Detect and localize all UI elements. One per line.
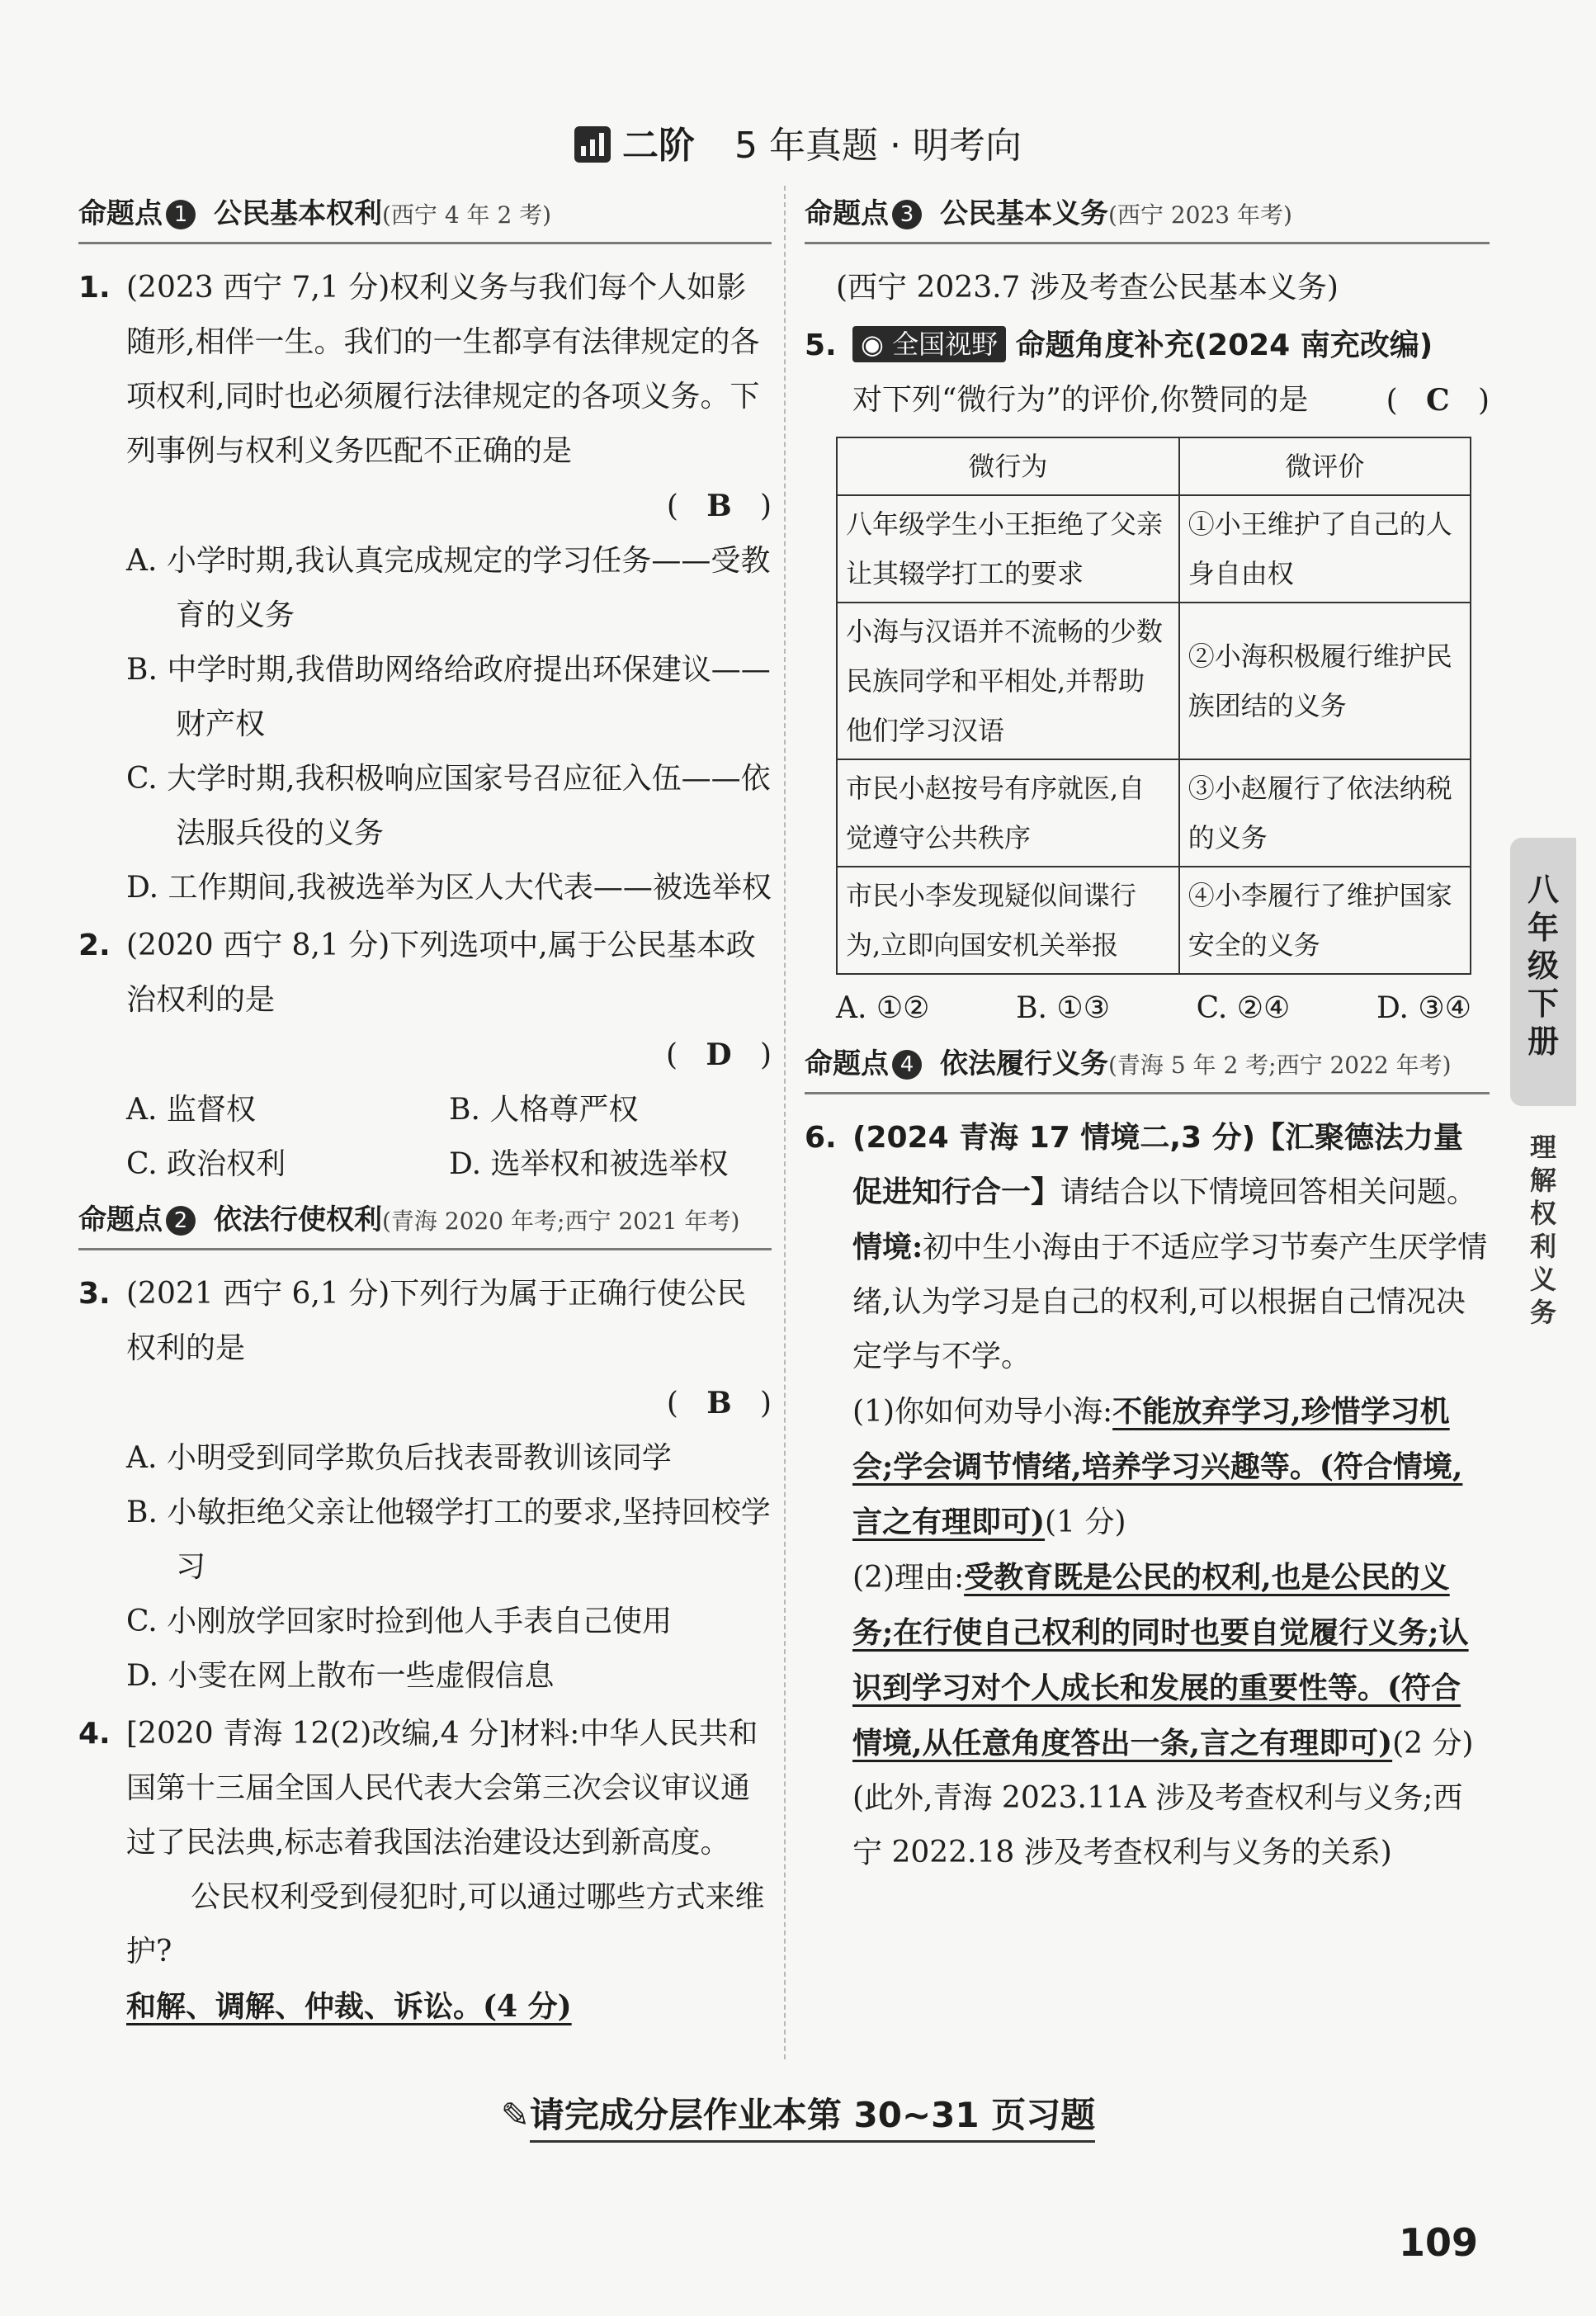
answer-bracket: ( C ) [1386, 383, 1490, 418]
question-stem: 对下列“微行为”的评价,你赞同的是 [852, 383, 1309, 417]
homework-reminder: ✎请完成分层作业本第 30~31 页习题 [0, 2088, 1596, 2138]
topic-heading-2: 命题点 2 依法行使权利(青海 2020 年考;西宁 2021 年考) [78, 1198, 772, 1250]
question-stem: (2020 西宁 8,1 分)下列选项中,属于公民基本政治权利的是 [126, 929, 756, 1017]
topic-number-badge: 3 [892, 200, 922, 229]
left-column [78, 186, 772, 2037]
answer-bracket: ( B ) [666, 489, 772, 523]
answer-text: 受教育既是公民的权利,也是公民的义务;在行使自己权利的同时也要自觉履行义务;认识到学习对个人成长和发展的重要性等。(符合情境,从任意角度答出一条,言之有理即可) [852, 1560, 1469, 1761]
option: C. 小刚放学回家时捡到他人手表自己使用 [126, 1605, 673, 1638]
topic-heading-3: 命题点 3 公民基本义务(西宁 2023 年考) [805, 192, 1490, 244]
question-3: 3. (2021 西宁 6,1 分)下列行为属于正确行使公民权利的是 ( B ) A. 小明受到同学欺负后找表哥教训该同学 B. 小敏拒绝父亲让他辍学打工的要求,坚持回校学习 C. 小刚放学回家时捡到他人手表自己使用 D. 小雯在网上散布一些虚假信息 [78, 1267, 772, 1704]
question-stem: (2023 西宁 7,1 分)权利义务与我们每个人如影随形,相伴一生。我们的一生都享有法律规定的各项权利,同时也必须履行法律规定的各项义务。下列事例与权利义务匹配不正确的是 [126, 271, 760, 468]
question-stem: [2020 青海 12(2)改编,4 分]材料:中华人民共和国第十三届全国人民代表大会第三次会议审议通过了民法典,标志着我国法治建设达到新高度。 [126, 1717, 758, 1860]
topic-heading-4: 命题点 4 依法履行义务(青海 5 年 2 考;西宁 2022 年考) [805, 1042, 1490, 1094]
question-1: 1. (2023 西宁 7,1 分)权利义务与我们每个人如影随形,相伴一生。我们的一生都享有法律规定的各项权利,同时也必须履行法律规定的各项义务。下列事例与权利义务匹配不正确的是 ( B ) A. 小学时期,我认真完成规定的学习任务——受教育的义务 B. 中学时期,我借助网络给政府提出环保建议——财产权 C. 大学时期,我积极响应国家号召应征入伍——依法服兵役的义务 D. 工作期间,我被选举为区人大代表——被选举权 [78, 261, 772, 915]
national-view-badge: ◉ 全国视野 [852, 326, 1006, 362]
pencil-icon: ✎ [500, 2095, 530, 2135]
answer-choice: B [706, 489, 732, 523]
option: C. 大学时期,我积极响应国家号召应征入伍——依法服兵役的义务 [126, 762, 771, 850]
sub-question-1: (1)你如何劝导小海:不能放弃学习,珍惜学习机会;学会调节情绪,培养学习兴趣等。(符合情境,言之有理即可)(1 分) [852, 1394, 1463, 1539]
table-cell: 市民小李发现疑似间谍行为,立即向国安机关举报 [837, 867, 1179, 974]
option: B. ①③ [1016, 991, 1110, 1025]
option: A. 小学时期,我认真完成规定的学习任务——受教育的义务 [126, 544, 771, 632]
option: C. 政治权利 [126, 1147, 286, 1181]
page-number: 109 [1399, 2220, 1479, 2265]
column-header: 微评价 [1179, 437, 1471, 495]
table-cell: ④小李履行了维护国家安全的义务 [1179, 867, 1471, 974]
table-row [837, 759, 1471, 867]
option: B. 小敏拒绝父亲让他辍学打工的要求,坚持回校学习 [126, 1496, 771, 1584]
table-row [837, 867, 1471, 974]
bar-chart-icon [574, 126, 611, 163]
table-cell: 市民小赵按号有序就医,自觉遵守公共秩序 [837, 759, 1179, 867]
table-row [837, 495, 1471, 603]
behavior-table [836, 437, 1471, 975]
q5-options [805, 981, 1471, 1036]
scenario: 情境:初中生小海由于不适应学习节奏产生厌学情绪,认为学习是自己的权利,可以根据自己情况决定学与不学。 [852, 1230, 1488, 1373]
option: A. ①② [836, 991, 930, 1025]
answer-bracket: ( B ) [666, 1386, 772, 1420]
option: D. ③④ [1376, 991, 1471, 1025]
topic-number-badge: 1 [166, 200, 196, 229]
topic-number-badge: 4 [892, 1050, 922, 1080]
table-header-row [837, 437, 1471, 495]
question-6: 6. (2024 青海 17 情境二,3 分)【汇聚德法力量 促进知行合一】请结合以下情境回答相关问题。 情境:初中生小海由于不适应学习节奏产生厌学情绪,认为学习是自己的权利,可以根据自己情况决定学与不学。 (1)你如何劝导小海:不能放弃学习,珍惜学习机会;学会调节情绪,培养学习兴趣等。(符合情境,言之有理即可)(1 分) (2)理由:受教育既是公民的权利,也是公民的义务;在行使自己权利的同时也要自觉履行义务;认识到学习对个人成长和发展的重要性等。(符合情境,从任意角度答出一条,言之有理即可)(2 分) (此外,青海 2023.11A 涉及考查权利与义务;西宁 2022.18 涉及考查权利与义务的关系) [805, 1111, 1490, 1880]
option: A. 小明受到同学欺负后找表哥教训该同学 [126, 1441, 672, 1475]
question-4: 4. [2020 青海 12(2)改编,4 分]材料:中华人民共和国第十三届全国人民代表大会第三次会议审议通过了民法典,标志着我国法治建设达到新高度。 公民权利受到侵犯时,可以通过哪些方式来维护? 和解、调解、仲裁、诉讼。(4 分) [78, 1707, 772, 2034]
chapter-label: 理解权利义务 [1530, 1132, 1557, 1328]
section-title: 二阶 [622, 125, 696, 167]
extra-note: (此外,青海 2023.11A 涉及考查权利与义务;西宁 2022.18 涉及考查权利与义务的关系) [852, 1781, 1463, 1869]
answer-choice: B [706, 1386, 732, 1420]
question-stem-bold: (2024 青海 17 情境二,3 分)【汇聚德法力量 促进知行合一】 [852, 1121, 1464, 1209]
option: D. 选举权和被选举权 [449, 1147, 729, 1181]
answer-bracket: ( D ) [666, 1037, 772, 1072]
table-row [837, 603, 1471, 759]
topic-number-badge: 2 [166, 1206, 196, 1236]
question-stem: 请结合以下情境回答相关问题。 [1060, 1175, 1477, 1209]
option: C. ②④ [1196, 991, 1291, 1025]
topic-note: (西宁 2023.7 涉及考查公民基本义务) [836, 271, 1339, 305]
answer-choice: D [706, 1037, 732, 1072]
column-divider [784, 186, 786, 2059]
option: B. 中学时期,我借助网络给政府提出环保建议——财产权 [126, 653, 771, 741]
option: D. 小雯在网上散布一些虚假信息 [126, 1659, 555, 1693]
table-cell: ①小王维护了自己的人身自由权 [1179, 495, 1471, 603]
answer-text: 和解、调解、仲裁、诉讼。(4 分) [126, 1989, 572, 2024]
table-cell: ②小海积极履行维护民族团结的义务 [1179, 603, 1471, 759]
right-column [805, 186, 1490, 1884]
table-cell: 小海与汉语并不流畅的少数民族同学和平相处,并帮助他们学习汉语 [837, 603, 1179, 759]
answer-text: 不能放弃学习,珍惜学习机会;学会调节情绪,培养学习兴趣等。(符合情境,言之有理即可) [852, 1394, 1463, 1539]
question-prompt: 公民权利受到侵犯时,可以通过哪些方式来维护? [126, 1880, 765, 1969]
option: A. 监督权 [126, 1093, 256, 1127]
eye-icon: ◉ [861, 328, 884, 360]
option: D. 工作期间,我被选举为区人大代表——被选举权 [126, 871, 772, 905]
question-2: 2. (2020 西宁 8,1 分)下列选项中,属于公民基本政治权利的是 ( D ) A. 监督权 B. 人格尊严权 C. 政治权利 D. 选举权和被选举权 [78, 919, 772, 1192]
question-title: 命题角度补充(2024 南充改编) [1015, 328, 1433, 362]
answer-choice: C [1425, 383, 1450, 418]
section-subtitle: 5 年真题 · 明考向 [734, 125, 1022, 167]
option: B. 人格尊严权 [449, 1093, 639, 1127]
section-header [0, 116, 1596, 168]
table-cell: 八年级学生小王拒绝了父亲让其辍学打工的要求 [837, 495, 1179, 603]
question-5: 5. ◉ 全国视野 命题角度补充(2024 南充改编) 对下列“微行为”的评价,你赞同的是 ( C ) [805, 319, 1490, 428]
question-stem: (2021 西宁 6,1 分)下列行为属于正确行使公民权利的是 [126, 1277, 747, 1365]
topic-heading-1: 命题点 1 公民基本权利(西宁 4 年 2 考) [78, 192, 772, 244]
table-cell: ③小赵履行了依法纳税的义务 [1179, 759, 1471, 867]
sub-question-2: (2)理由:受教育既是公民的权利,也是公民的义务;在行使自己权利的同时也要自觉履行义务;认识到学习对个人成长和发展的重要性等。(符合情境,从任意角度答出一条,言之有理即可)(2 分) [852, 1560, 1474, 1761]
grade-tab: 八年级下册 [1510, 838, 1576, 1106]
column-header: 微行为 [837, 437, 1179, 495]
